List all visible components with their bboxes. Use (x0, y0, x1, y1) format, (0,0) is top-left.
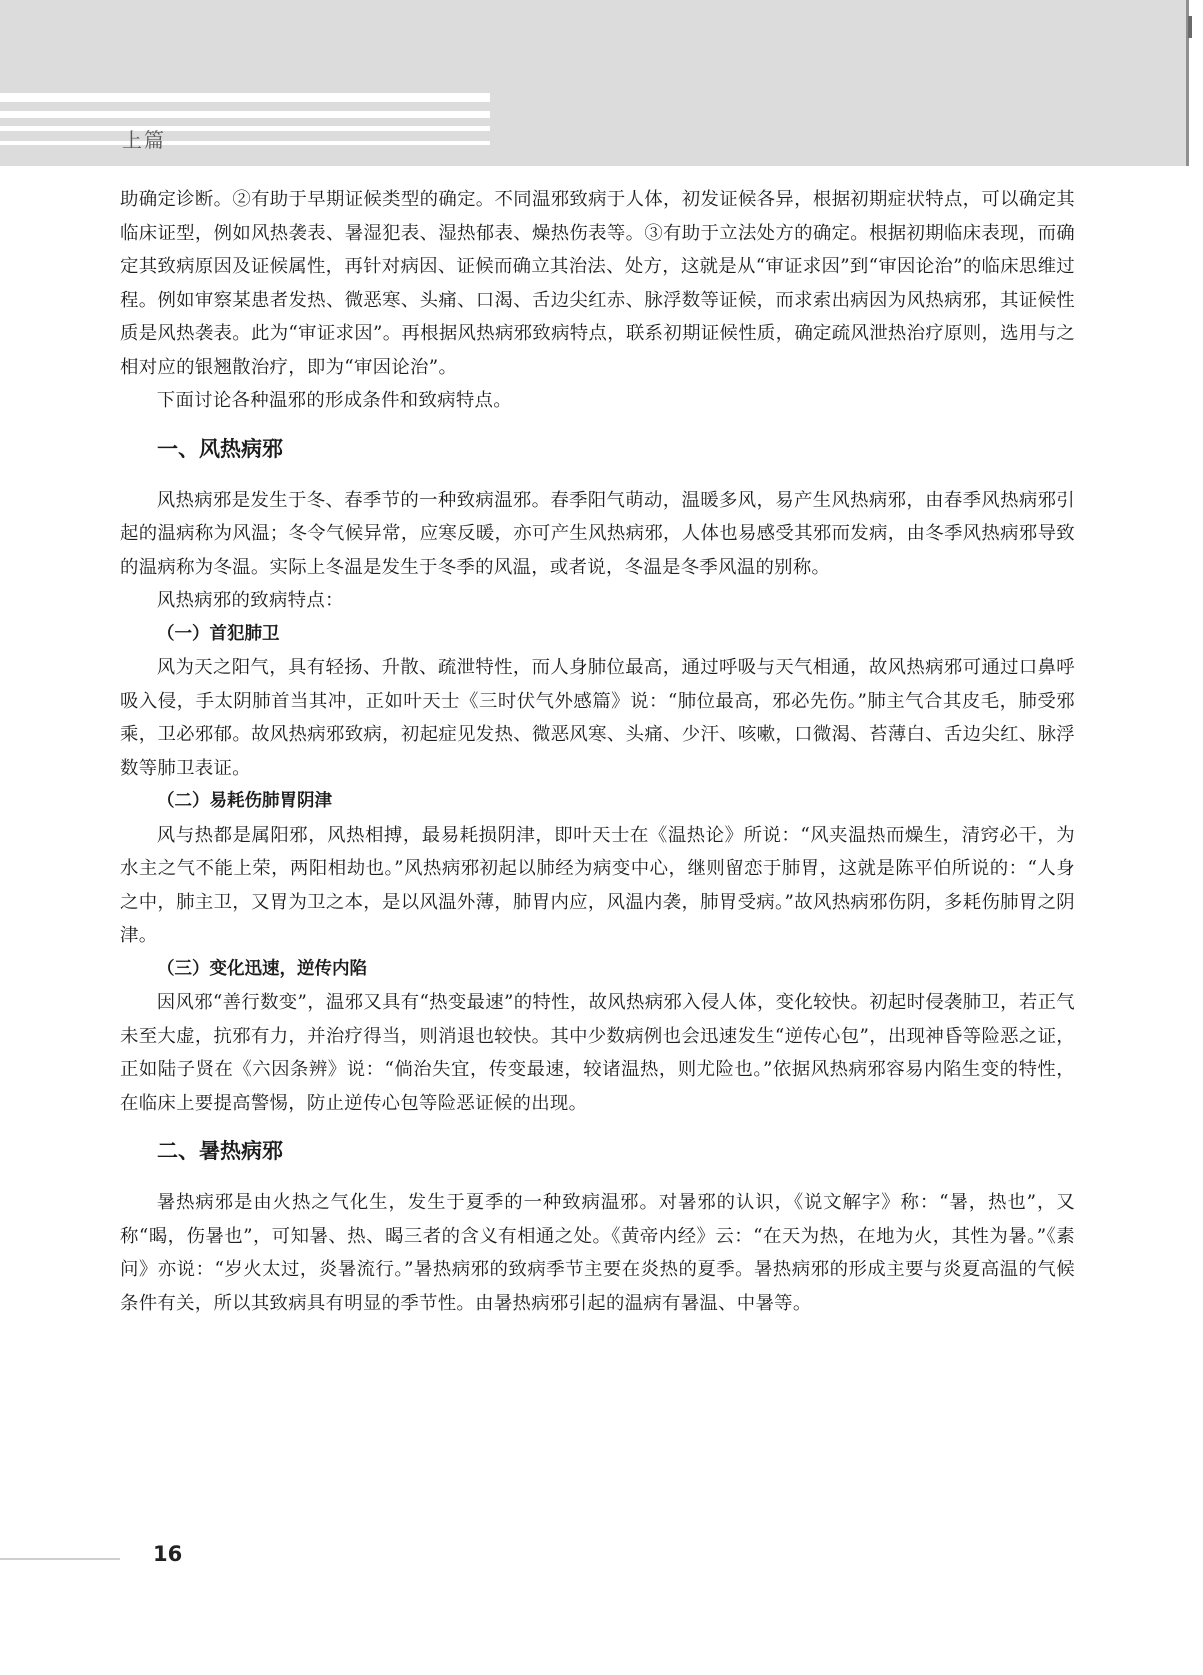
section-heading: 二、暑热病邪 (157, 1139, 283, 1163)
paragraph: 风与热都是属阳邪，风热相搏，最易耗损阴津，即叶天士在《温热论》所说：“风夹温热而燥生，清窍必干，为水主之气不能上荣，两阳相劫也。”风热病邪初起以肺经为病变中心，继则留恋于肺胃，这就是陈平伯所说的：“人身之中，肺主卫，又胃为卫之本，是以风温外薄，肺胃内应，风温内袭，肺胃受病。”故风热病邪伤阴，多耗伤肺胃之阴津。 (120, 824, 1075, 946)
subsection-heading: （二）易耗伤肺胃阴津 (157, 791, 332, 811)
paragraph: 风热病邪的致病特点： (156, 590, 344, 611)
paragraph: 因风邪“善行数变”，温邪又具有“热变最速”的特性，故风热病邪入侵人体，变化较快。初起时侵袭肺卫，若正气未至大虚，抗邪有力，并治疗得当，则消退也较快。其中少数病例也会迅速发生“逆传心包”，出现神昏等险恶之证，正如陆子贤在《六因条辨》说：“倘治失宜，传变最速，较诸温热，则尤险也。”依据风热病邪容易内陷生变的特性，在临床上要提高警惕，防止逆传心包等险恶证候的出现。 (120, 992, 1075, 1114)
footer-rule (0, 1558, 120, 1560)
paragraph: 下面讨论各种温邪的形成条件和致病特点。 (156, 390, 512, 411)
section-label: 上篇 (122, 128, 166, 152)
subsection-heading: （三）变化迅速，逆传内陷 (157, 958, 367, 979)
paragraph: 助确定诊断。②有助于早期证候类型的确定。不同温邪致病于人体，初发证候各异，根据初期症状特点，可以确定其临床证型，例如风热袭表、暑湿犯表、湿热郁表、燥热伤表等。③有助于立法处方的确定。根据初期临床表现，而确定其致病原因及证候属性，再针对病因、证候而确立其治法、处方，这就是从“审证求因”到“审因论治”的临床思维过程。例如审察某患者发热、微恶寒、头痛、口渴、舌边尖红赤、脉浮数等证候，而求索出病因为风热病邪，其证候性质是风热袭表。此为“审证求因”。再根据风热病邪致病特点，联系初期证候性质，确定疏风泄热治疗原则，选用与之相对应的银翘散治疗，即为“审因论治”。 (120, 189, 1075, 378)
header-stripe (0, 93, 490, 102)
page-body (120, 183, 1075, 1320)
header-stripe (0, 111, 490, 118)
paragraph: 暑热病邪是由火热之气化生，发生于夏季的一种致病温邪。对暑邪的认识，《说文解字》称：“暑，热也”，又称“暍，伤暑也”，可知暑、热、暍三者的含义有相通之处。《黄帝内经》云：“在天为热，在地为火，其性为暑。”《素问》亦说：“岁火太过，炎暑流行。”暑热病邪的致病季节主要在炎热的夏季。暑热病邪的形成主要与炎夏高温的气候条件有关，所以其致病具有明显的季节性。由暑热病邪引起的温病有暑温、中暑等。 (120, 1192, 1075, 1314)
header-stripe (0, 126, 490, 131)
paragraph: 风为天之阳气，具有轻扬、升散、疏泄特性，而人身肺位最高，通过呼吸与天气相通，故风热病邪可通过口鼻呼吸入侵，手太阴肺首当其冲，正如叶天士《三时伏气外感篇》说：“肺位最高，邪必先伤。”肺主气合其皮毛，肺受邪乘，卫必邪郁。故风热病邪致病，初起症见发热、微恶风寒、头痛、少汗、咳嗽，口微渴、苔薄白、舌边尖红、脉浮数等肺卫表证。 (120, 657, 1075, 779)
paragraph: 风热病邪是发生于冬、春季节的一种致病温邪。春季阳气萌动，温暖多风，易产生风热病邪，由春季风热病邪引起的温病称为风温；冬令气候异常，应寒反暖，亦可产生风热病邪，人体也易感受其邪而发病，由冬季风热病邪导致的温病称为冬温。实际上冬温是发生于冬季的风温，或者说，冬温是冬季风温的别称。 (120, 489, 1075, 578)
header-stripe (0, 141, 490, 145)
section-heading: 一、风热病邪 (157, 436, 283, 461)
page-number: 16 (153, 1542, 183, 1566)
subsection-heading: （一）首犯肺卫 (157, 623, 280, 644)
header-tick (1188, 16, 1192, 38)
